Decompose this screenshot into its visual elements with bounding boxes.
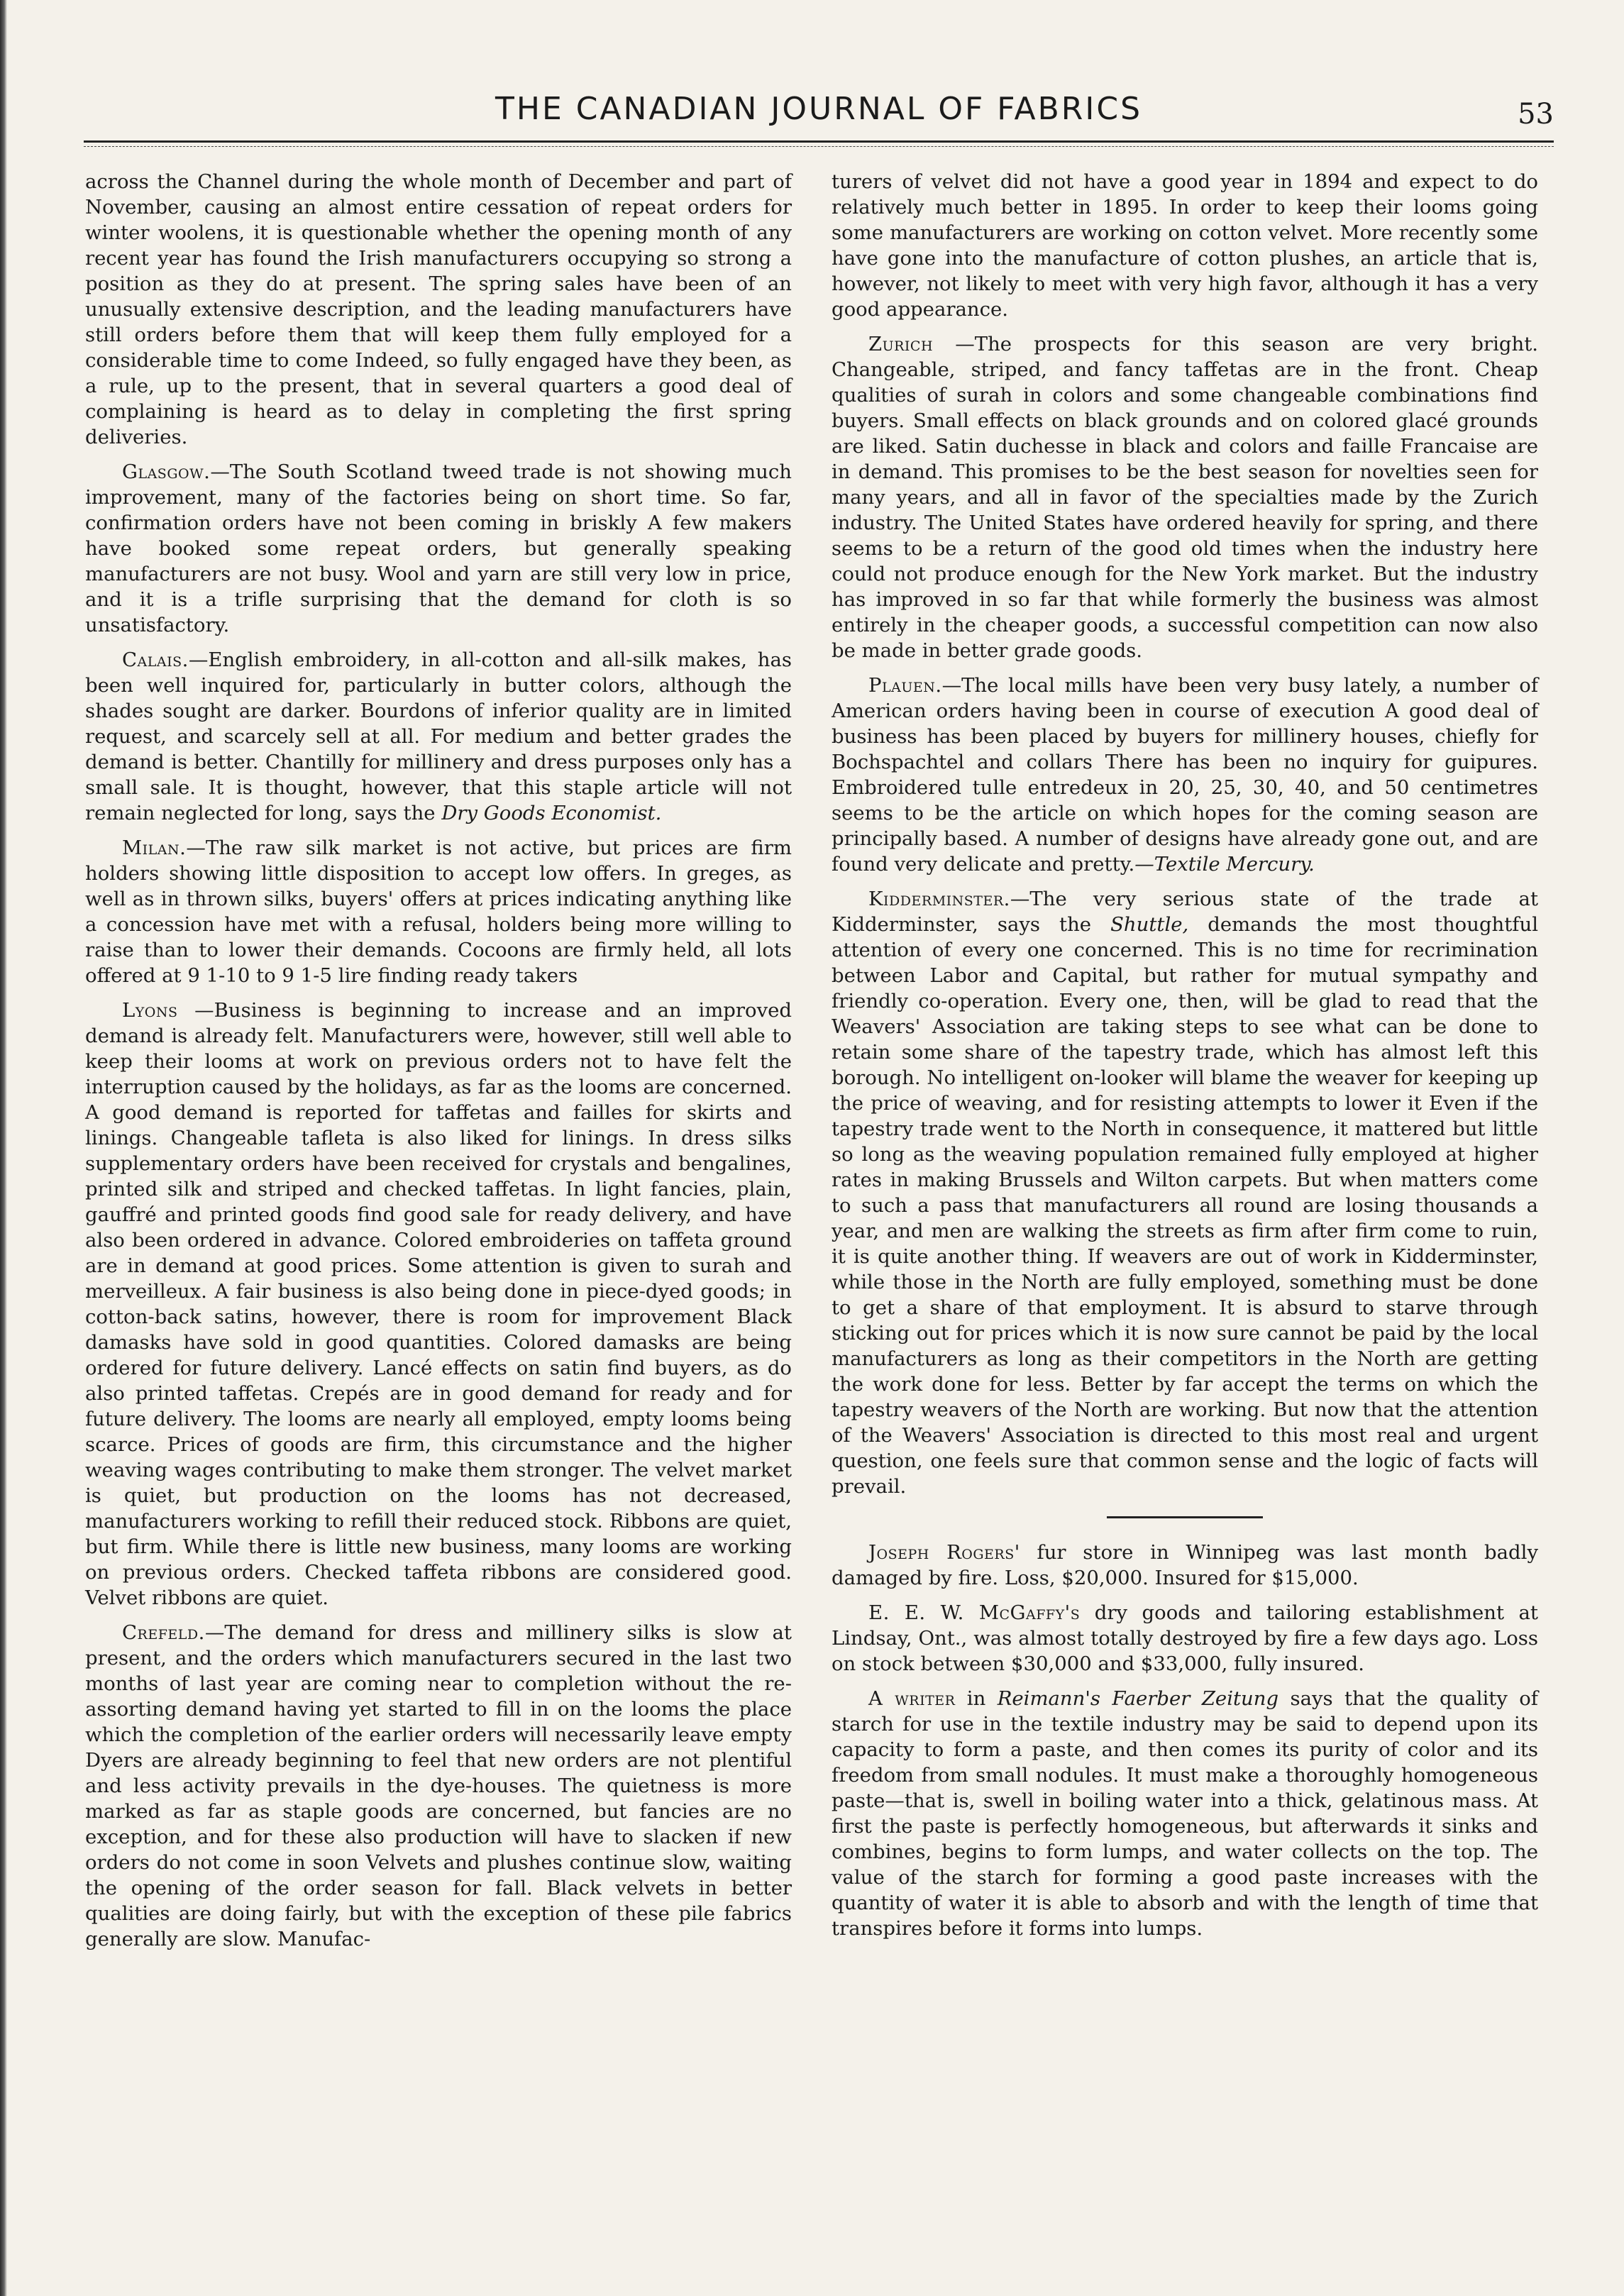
news-rogers [832, 1540, 1538, 1591]
section-lead: Plauen. [868, 674, 942, 697]
article-text: —The prospects for this season are very bright. Changeable, striped, and fancy taffetas are in the front. Cheap qualities of surah in colors and some changeable combinations find buyers. Small effects on black grounds and on colored glacé grounds are liked. Satin duchesse in black and colors and faille Francaise are in demand. This promises to be the best season for novelties seen for many years, and all in favor of the specialties made by the Zurich industry. The United States have ordered heavily for spring, and there seems to be a return of the good old times when the industry here could not produce enough for the New York market. But the industry has improved in so far that while formerly the business was almost entirely in the cheaper goods, a successful competition can now also be made in better grade goods. [832, 333, 1538, 662]
scan-edge [0, 0, 7, 2296]
source-citation: Dry Goods Economist. [441, 802, 662, 824]
source-citation: Shuttle, [1110, 913, 1189, 936]
news-mcgaffy [832, 1600, 1538, 1677]
article-text: in [966, 1687, 986, 1710]
source-citation: Reimann's Faerber Zeitung [997, 1687, 1279, 1710]
news-starch [832, 1686, 1538, 1941]
page-number: 53 [1518, 98, 1554, 131]
article-text: —The demand for dress and millinery silks is slow at present, and the orders which manufacturers secured in the last two months of last year are coming near to completion without the re-assorting demand having yet started to fill in on the looms the place which the completion of the earlier orders will necessarily leave empty Dyers are already beginning to feel that new orders are not plentiful and less activity prevails in the dye-houses. The quietness is more marked as far as staple goods are concerned, but fancies are no exception, and for these also production will have to slacken if new orders do not come in soon Velvets and plushes continue slow, waiting the opening of the order season for fall. Black velvets in better qualities are doing fairly, but with the exception of these pile fabrics generally are slow. Manufac- [85, 1621, 792, 1950]
article-continuation: across the Channel during the whole month of December and part of November, causing an almost entire cessation of repeat orders for winter woolens, it is questionable whether the opening month of any recent year has found the Irish manufacturers occupying so strong a position as they do at present. The spring sales have been of an unusually extensive description, and the leading manufacturers have still orders before them that will keep them fully employed for a considerable time to come Indeed, so fully engaged have they been, as a rule, up to the present, that in several quarters a good deal of complaining is heard as to delay in completing the first spring deliveries. [85, 170, 792, 448]
section-lead: Glasgow. [122, 460, 211, 483]
article-text: says that the quality of starch for use in the textile industry may be said to depend upon its capacity to form a paste, and then comes its purity of color and its freedom from small nodules. It must make a thoroughly homogeneous paste—that is, swell in boiling water into a thick, gelatinous mass. At first the paste is perfectly homogeneous, but afterwards it sinks and combines, begins to form lumps, and water collects on the top. The value of the starch for forming a good paste increases with the quantity of water it is able to absorb and with the length of time that transpires before it forms into lumps. [832, 1687, 1538, 1940]
section-lead: A writer [868, 1687, 956, 1710]
article-glasgow [85, 459, 792, 638]
section-lead: Milan. [122, 837, 187, 859]
article-text: dry goods and tailoring establishment at Lindsay, Ont., was almost totally destroyed by fire a few days ago. Loss on stock between $30,000 and $33,000, fully insured. [832, 1601, 1538, 1675]
article-zurich [832, 331, 1538, 663]
section-lead: Crefeld. [122, 1621, 205, 1644]
article-text: fur store in Winnipeg was last month badly damaged by fire. Loss, $20,000. Insured for $15,000. [832, 1541, 1538, 1589]
header-rule [84, 140, 1554, 143]
article-text: —Business is beginning to increase and an improved demand is already felt. Manufacturers were, however, still well able to keep their looms at work on previous orders not to have felt the interruption caused by the holidays, as far as the looms are concerned. A good demand is reported for taffetas and failles for skirts and linings. Changeable tafleta is also liked for linings. In dress silks supplementary orders have been received for crystals and bengalines, printed silk and striped and checked taffetas. In light fancies, plain, gauffré and printed goods find good sale for ready delivery, and have also been ordered in advance. Colored embroideries on taffeta ground are in demand at good prices. Some attention is given to surah and merveilleux. A fair business is also being done in piece-dyed goods; in cotton-back satins, however, there is room for improvement Black damasks have sold in good quantities. Colored damasks are being ordered for future delivery. Lancé effects on satin find buyers, as do also printed taffetas. Crepés are in good demand for ready and for future delivery. The looms are nearly all employed, empty looms being scarce. Prices of goods are firm, this circumstance and the higher weaving wages contributing to make them stronger. The velvet market is quiet, but production on the looms has not decreased, manufacturers working to refill their reduced stock. Ribbons are quiet, but firm. While there is little new business, many looms are working on previous orders. Checked taffeta ribbons are considered good. Velvet ribbons are quiet. [85, 999, 792, 1609]
section-lead: Lyons [122, 999, 178, 1022]
article-text: —The very serious state of the trade at Kidderminster, says the [832, 888, 1538, 936]
article-text: —The South Scotland tweed trade is not showing much improvement, many of the factories being on short time. So far, confirmation orders have not been coming in briskly A few makers have booked some repeat orders, but generally speaking manufacturers are not busy. Wool and yarn are still very low in price, and it is a trifle surprising that the demand for cloth is so unsatisfactory. [85, 460, 792, 636]
article-kidderminster [832, 886, 1538, 1499]
section-lead: Kidderminster. [868, 888, 1010, 910]
page-header [84, 91, 1554, 140]
header-rule-dashed [84, 146, 1554, 147]
section-lead: Zurich [868, 333, 934, 355]
article-lyons [85, 998, 792, 1611]
right-column [832, 169, 1538, 2184]
article-text: —English embroidery, in all-cotton and all-silk makes, has been well inquired for, particularly in butter colors, although the shades sought are darker. Bourdons of inferior quality are in limited request, and scarcely sell at all. For medium and better grades the demand is better. Chantilly for millinery and dress purposes only has a small sale. It is thought, however, that this staple article will not remain neglected for long, says the [85, 648, 792, 824]
source-citation: —Textile Mercury. [1134, 853, 1315, 876]
journal-title: THE CANADIAN JOURNAL OF FABRICS [495, 91, 1143, 127]
article-text: —The local mills have been very busy lately, a number of American orders having been in course of execution A good deal of business has been placed by buyers for millinery houses, chiefly for Bochspachtel and collars There has been no inquiry for guipures. Embroidered tulle entredeux in 20, 25, 30, 40, and 50 centimetres seems to be the article on which hopes for the coming season are principally based. A number of designs have already gone out, and are found very delicate and pretty. [832, 674, 1538, 876]
article-plauen [832, 673, 1538, 877]
article-calais [85, 647, 792, 826]
section-lead: Joseph Rogers' [868, 1541, 1020, 1564]
article-continuation: turers of velvet did not have a good year in 1894 and expect to do relatively much better in 1895. In order to keep their looms going some manufacturers are working on cotton velvet. More recently some have gone into the manufacture of cotton plushes, an article that is, however, not likely to meet with very high favor, although it has a very good appearance. [832, 170, 1538, 321]
left-column [85, 169, 792, 2269]
article-text: —The raw silk market is not active, but prices are firm holders showing little disposition to accept low offers. In greges, as well as in thrown silks, buyers' offers at prices indicating anything like a concession have met with a refusal, holders being more willing to raise than to lower their demands. Cocoons are firmly held, all lots offered at 9 1-10 to 9 1-5 lire finding ready takers [85, 837, 792, 987]
section-lead: Calais. [122, 648, 189, 671]
article-text: demands the most thoughtful attention of every one concerned. This is no time for recrimination between Labor and Capital, but rather for mutual sympathy and friendly co-operation. Every one, then, will be glad to read that the Weavers' Association are taking steps to see what can be done to retain some share of the tapestry trade, which has almost left this borough. No intelligent on-looker will blame the weaver for keeping up the price of weaving, and for resisting attempts to lower it Even if the tapestry trade went to the North in consequence, it mattered but little so long as the weaving population remained fully employed at higher rates in making Brussels and Wilton carpets. But when matters come to such a pass that manufacturers all round are losing thousands a year, and men are walking the streets as firm after firm come to ruin, it is quite another thing. If weavers are out of work in Kidderminster, while those in the North are fully employed, something must be done to get a share of that employment. It is absurd to starve through sticking out for prices which it is now sure cannot be paid by the local manufacturers as long as their competitors in the North are getting the work done for less. Better by far accept the terms on which the tapestry weavers of the North are working. But now that the attention of the Weavers' Association is directed to this most real and urgent question, one feels sure that common sense and the logic of facts will prevail. [832, 913, 1538, 1498]
article-milan [85, 835, 792, 988]
section-divider [1107, 1516, 1263, 1518]
article-crefeld [85, 1620, 792, 1952]
section-lead: E. E. W. McGaffy's [868, 1601, 1081, 1624]
